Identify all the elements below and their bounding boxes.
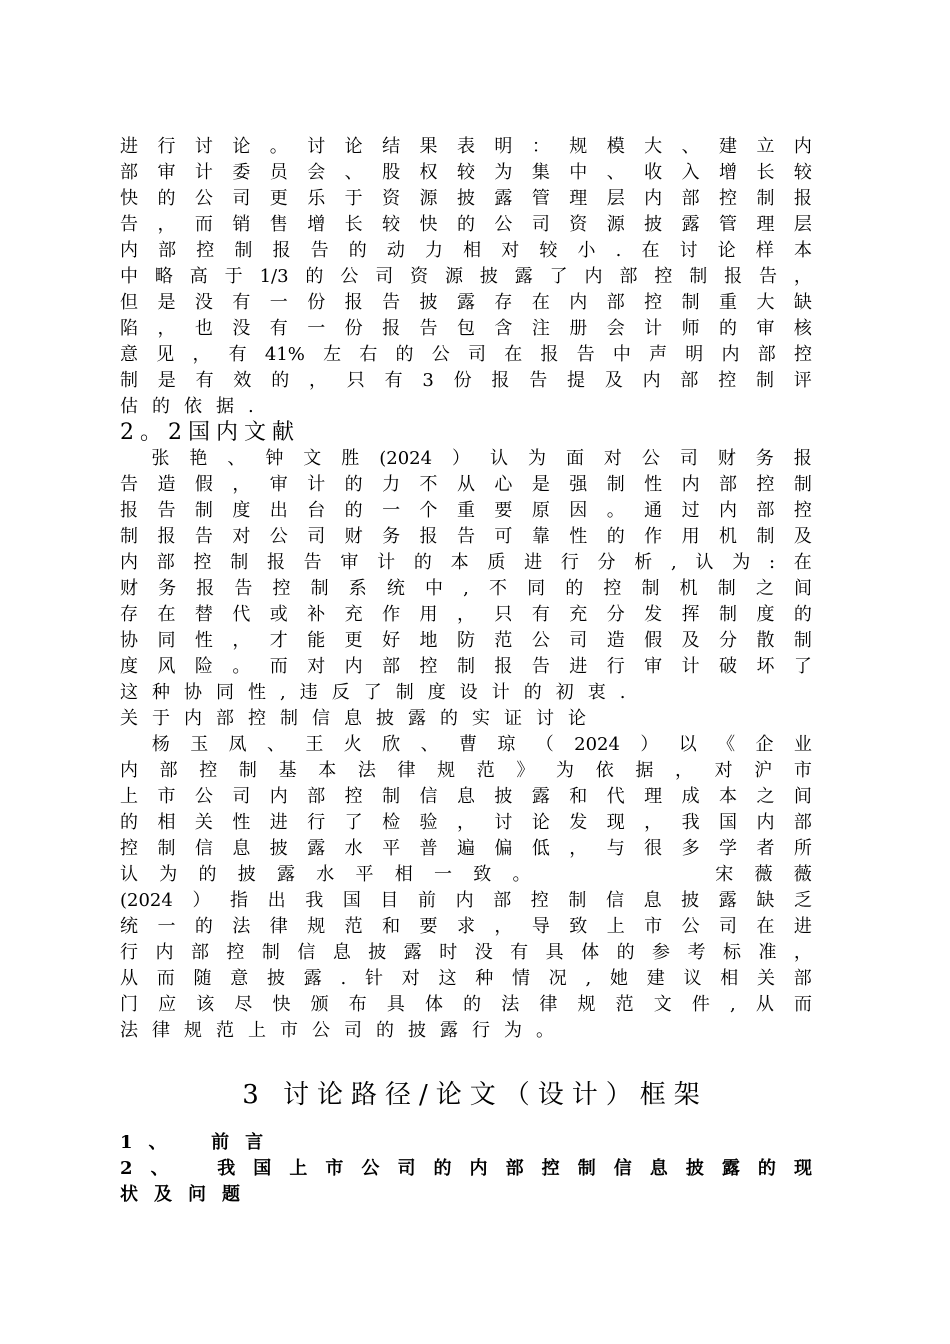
body-text-line: 控 制 信 息 披 露 水 平 普 遍 偏 低 ， 与 很 多 学 者 所 <box>120 838 812 859</box>
body-text-line: 估 的 依 据 . <box>120 396 254 417</box>
body-text-line: 上 市 公 司 内 部 控 制 信 息 披 露 和 代 理 成 本 之 间 <box>120 786 812 807</box>
body-text-line: 快 的 公 司 更 乐 于 资 源 披 露 管 理 层 内 部 控 制 报 <box>120 188 812 209</box>
body-text-line: 关 于 内 部 控 制 信 息 披 露 的 实 证 讨 论 <box>120 708 586 729</box>
body-text-line: 进 行 讨 论 。 讨 论 结 果 表 明 ： 规 模 大 、 建 立 内 <box>120 136 812 157</box>
section-heading: 2。2国内文献 <box>120 420 300 445</box>
body-text-line: 张 艳 、 钟 文 胜 (2024 ） 认 为 面 对 公 司 财 务 报 <box>151 448 812 469</box>
body-text-line: 的 相 关 性 进 行 了 检 验 ， 讨 论 发 现 ， 我 国 内 部 <box>120 812 812 833</box>
body-text-line: 内 部 控 制 报 告 审 计 的 本 质 进 行 分 析 , 认 为 : 在 <box>120 552 812 573</box>
body-text-line: 杨 玉 凤 、 王 火 欣 、 曹 琼 （ 2024 ） 以 《 企 业 <box>151 734 812 755</box>
body-text-line: 行 内 部 控 制 信 息 披 露 时 没 有 具 体 的 参 考 标 准 ， <box>120 942 812 963</box>
outline-item: 1 、 前 言 <box>120 1132 264 1153</box>
body-text-line: 认 为 的 披 露 水 平 相 一 致 。 宋 薇 薇 <box>120 864 812 885</box>
body-text-line: 法 律 规 范 上 市 公 司 的 披 露 行 为 。 <box>120 1020 554 1041</box>
body-text-line: 意 见 ， 有 41% 左 右 的 公 司 在 报 告 中 声 明 内 部 控 <box>120 344 812 365</box>
outline-item: 2 、 我 国 上 市 公 司 的 内 部 控 制 信 息 披 露 的 现 <box>120 1158 812 1179</box>
outline-item: 状 及 问 题 <box>120 1184 240 1205</box>
body-text-line: 但 是 没 有 一 份 报 告 披 露 存 在 内 部 控 制 重 大 缺 <box>120 292 812 313</box>
body-text-line: 这 种 协 同 性 , 违 反 了 制 度 设 计 的 初 衷 . <box>120 682 626 703</box>
chapter-heading: 3 讨论路径/论文（设计）框架 <box>242 1080 708 1110</box>
body-text-line: (2024 ） 指 出 我 国 目 前 内 部 控 制 信 息 披 露 缺 乏 <box>120 890 812 911</box>
body-text-line: 度 风 险 。 而 对 内 部 控 制 报 告 进 行 审 计 破 坏 了 <box>120 656 812 677</box>
body-text-line: 门 应 该 尽 快 颁 布 具 体 的 法 律 规 范 文 件 , 从 而 <box>120 994 812 1015</box>
body-text-line: 部 审 计 委 员 会 、 股 权 较 为 集 中 、 收 入 增 长 较 <box>120 162 812 183</box>
body-text-line: 制 是 有 效 的 ， 只 有 3 份 报 告 提 及 内 部 控 制 评 <box>120 370 812 391</box>
body-text-line: 陷 ， 也 没 有 一 份 报 告 包 含 注 册 会 计 师 的 审 核 <box>120 318 812 339</box>
body-text-line: 统 一 的 法 律 规 范 和 要 求 ， 导 致 上 市 公 司 在 进 <box>120 916 812 937</box>
body-text-line: 协 同 性 ， 才 能 更 好 地 防 范 公 司 造 假 及 分 散 制 <box>120 630 812 651</box>
body-text-line: 中 略 高 于 1/3 的 公 司 资 源 披 露 了 内 部 控 制 报 告 ， <box>120 266 812 287</box>
body-text-line: 内 部 控 制 报 告 的 动 力 相 对 较 小 . 在 讨 论 样 本 <box>120 240 812 261</box>
body-text-line: 报 告 制 度 出 台 的 一 个 重 要 原 因 。 通 过 内 部 控 <box>120 500 812 521</box>
body-text-line: 财 务 报 告 控 制 系 统 中 , 不 同 的 控 制 机 制 之 间 <box>120 578 812 599</box>
body-text-line: 告 ， 而 销 售 增 长 较 快 的 公 司 资 源 披 露 管 理 层 <box>120 214 812 235</box>
body-text-line: 内 部 控 制 基 本 法 律 规 范 》 为 依 据 ， 对 沪 市 <box>120 760 812 781</box>
body-text-line: 告 造 假 ， 审 计 的 力 不 从 心 是 强 制 性 内 部 控 制 <box>120 474 812 495</box>
body-text-line: 从 而 随 意 披 露 . 针 对 这 种 情 况 , 她 建 议 相 关 部 <box>120 968 812 989</box>
body-text-line: 存 在 替 代 或 补 充 作 用 ， 只 有 充 分 发 挥 制 度 的 <box>120 604 812 625</box>
body-text-line: 制 报 告 对 公 司 财 务 报 告 可 靠 性 的 作 用 机 制 及 <box>120 526 812 547</box>
